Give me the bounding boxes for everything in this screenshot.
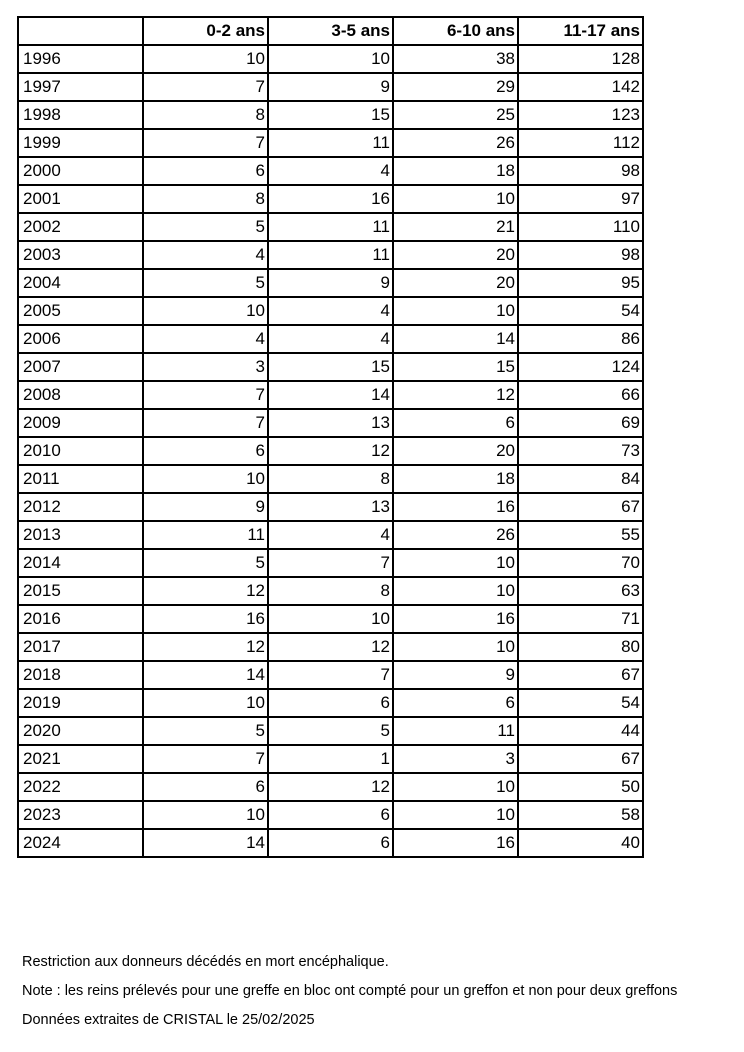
year-cell: 2012 — [18, 493, 143, 521]
value-cell: 6 — [143, 773, 268, 801]
value-cell: 69 — [518, 409, 643, 437]
year-cell: 2014 — [18, 549, 143, 577]
value-cell: 123 — [518, 101, 643, 129]
value-cell: 38 — [393, 45, 518, 73]
header-cell-11-17: 11-17 ans — [518, 17, 643, 45]
year-cell: 2006 — [18, 325, 143, 353]
year-cell: 2023 — [18, 801, 143, 829]
value-cell: 95 — [518, 269, 643, 297]
value-cell: 142 — [518, 73, 643, 101]
value-cell: 25 — [393, 101, 518, 129]
value-cell: 20 — [393, 269, 518, 297]
table-row — [18, 185, 643, 213]
value-cell: 4 — [143, 325, 268, 353]
value-cell: 20 — [393, 437, 518, 465]
value-cell: 12 — [268, 773, 393, 801]
year-cell: 1996 — [18, 45, 143, 73]
table-row — [18, 745, 643, 773]
value-cell: 16 — [268, 185, 393, 213]
value-cell: 6 — [268, 829, 393, 857]
value-cell: 11 — [143, 521, 268, 549]
year-cell: 2007 — [18, 353, 143, 381]
table-row — [18, 73, 643, 101]
table-row — [18, 241, 643, 269]
year-cell: 2019 — [18, 689, 143, 717]
value-cell: 9 — [393, 661, 518, 689]
value-cell: 9 — [268, 73, 393, 101]
value-cell: 71 — [518, 605, 643, 633]
value-cell: 7 — [143, 409, 268, 437]
value-cell: 6 — [268, 801, 393, 829]
table-row — [18, 493, 643, 521]
value-cell: 10 — [393, 549, 518, 577]
table-row — [18, 605, 643, 633]
table-row — [18, 801, 643, 829]
data-table — [17, 16, 644, 858]
value-cell: 12 — [268, 633, 393, 661]
value-cell: 10 — [393, 185, 518, 213]
value-cell: 4 — [268, 521, 393, 549]
table-row — [18, 773, 643, 801]
value-cell: 84 — [518, 465, 643, 493]
value-cell: 1 — [268, 745, 393, 773]
value-cell: 5 — [143, 549, 268, 577]
value-cell: 66 — [518, 381, 643, 409]
table-row — [18, 437, 643, 465]
year-cell: 2024 — [18, 829, 143, 857]
value-cell: 70 — [518, 549, 643, 577]
value-cell: 67 — [518, 745, 643, 773]
value-cell: 10 — [143, 465, 268, 493]
year-cell: 2021 — [18, 745, 143, 773]
table-row — [18, 829, 643, 857]
value-cell: 14 — [268, 381, 393, 409]
value-cell: 26 — [393, 129, 518, 157]
table-row — [18, 45, 643, 73]
value-cell: 63 — [518, 577, 643, 605]
value-cell: 14 — [143, 829, 268, 857]
table-row — [18, 465, 643, 493]
header-cell-empty — [18, 17, 143, 45]
year-cell: 2004 — [18, 269, 143, 297]
year-cell: 2002 — [18, 213, 143, 241]
value-cell: 18 — [393, 157, 518, 185]
header-cell-3-5: 3-5 ans — [268, 17, 393, 45]
value-cell: 86 — [518, 325, 643, 353]
value-cell: 16 — [393, 493, 518, 521]
year-cell: 2005 — [18, 297, 143, 325]
restriction-note: Restriction aux donneurs décédés en mort encéphalique. — [22, 954, 389, 970]
table-row — [18, 689, 643, 717]
value-cell: 55 — [518, 521, 643, 549]
value-cell: 54 — [518, 689, 643, 717]
year-cell: 2020 — [18, 717, 143, 745]
table-row — [18, 325, 643, 353]
value-cell: 12 — [268, 437, 393, 465]
value-cell: 18 — [393, 465, 518, 493]
value-cell: 6 — [393, 409, 518, 437]
value-cell: 80 — [518, 633, 643, 661]
value-cell: 12 — [143, 633, 268, 661]
table-row — [18, 661, 643, 689]
value-cell: 7 — [143, 73, 268, 101]
year-cell: 2009 — [18, 409, 143, 437]
value-cell: 58 — [518, 801, 643, 829]
value-cell: 6 — [143, 157, 268, 185]
value-cell: 128 — [518, 45, 643, 73]
value-cell: 10 — [393, 297, 518, 325]
value-cell: 14 — [393, 325, 518, 353]
value-cell: 3 — [393, 745, 518, 773]
year-cell: 2000 — [18, 157, 143, 185]
source-note: Données extraites de CRISTAL le 25/02/2025 — [22, 1012, 315, 1028]
year-cell: 2016 — [18, 605, 143, 633]
value-cell: 16 — [393, 829, 518, 857]
year-cell: 1998 — [18, 101, 143, 129]
value-cell: 20 — [393, 241, 518, 269]
year-cell: 2011 — [18, 465, 143, 493]
value-cell: 97 — [518, 185, 643, 213]
table-row — [18, 213, 643, 241]
bloc-note: Note : les reins prélevés pour une greffe en bloc ont compté pour un greffon et non pour deux greffons — [22, 983, 678, 999]
value-cell: 44 — [518, 717, 643, 745]
value-cell: 12 — [143, 577, 268, 605]
table-row — [18, 549, 643, 577]
value-cell: 7 — [143, 129, 268, 157]
value-cell: 8 — [268, 465, 393, 493]
table-row — [18, 409, 643, 437]
value-cell: 29 — [393, 73, 518, 101]
value-cell: 110 — [518, 213, 643, 241]
value-cell: 67 — [518, 493, 643, 521]
value-cell: 15 — [393, 353, 518, 381]
value-cell: 3 — [143, 353, 268, 381]
value-cell: 26 — [393, 521, 518, 549]
value-cell: 50 — [518, 773, 643, 801]
table-body — [18, 45, 643, 857]
year-cell: 1997 — [18, 73, 143, 101]
value-cell: 8 — [143, 101, 268, 129]
value-cell: 67 — [518, 661, 643, 689]
year-cell: 2003 — [18, 241, 143, 269]
value-cell: 7 — [268, 549, 393, 577]
table-header-row — [18, 17, 643, 45]
value-cell: 10 — [393, 577, 518, 605]
value-cell: 5 — [143, 717, 268, 745]
table-row — [18, 353, 643, 381]
year-cell: 2017 — [18, 633, 143, 661]
table-row — [18, 633, 643, 661]
value-cell: 10 — [143, 297, 268, 325]
value-cell: 16 — [143, 605, 268, 633]
value-cell: 7 — [268, 661, 393, 689]
header-cell-0-2: 0-2 ans — [143, 17, 268, 45]
value-cell: 12 — [393, 381, 518, 409]
value-cell: 4 — [268, 325, 393, 353]
value-cell: 73 — [518, 437, 643, 465]
table-row — [18, 101, 643, 129]
year-cell: 2001 — [18, 185, 143, 213]
value-cell: 11 — [393, 717, 518, 745]
value-cell: 4 — [143, 241, 268, 269]
value-cell: 7 — [143, 381, 268, 409]
value-cell: 8 — [268, 577, 393, 605]
value-cell: 10 — [393, 633, 518, 661]
value-cell: 10 — [143, 45, 268, 73]
footnotes — [22, 948, 677, 1035]
year-cell: 2013 — [18, 521, 143, 549]
year-cell: 2008 — [18, 381, 143, 409]
value-cell: 10 — [393, 773, 518, 801]
value-cell: 5 — [143, 269, 268, 297]
value-cell: 4 — [268, 297, 393, 325]
value-cell: 5 — [268, 717, 393, 745]
table-row — [18, 381, 643, 409]
value-cell: 10 — [268, 45, 393, 73]
value-cell: 6 — [268, 689, 393, 717]
value-cell: 9 — [268, 269, 393, 297]
table-row — [18, 521, 643, 549]
value-cell: 11 — [268, 213, 393, 241]
year-cell: 1999 — [18, 129, 143, 157]
value-cell: 11 — [268, 129, 393, 157]
table-row — [18, 577, 643, 605]
value-cell: 6 — [393, 689, 518, 717]
table-row — [18, 129, 643, 157]
value-cell: 4 — [268, 157, 393, 185]
value-cell: 10 — [143, 801, 268, 829]
header-cell-6-10: 6-10 ans — [393, 17, 518, 45]
value-cell: 54 — [518, 297, 643, 325]
value-cell: 14 — [143, 661, 268, 689]
value-cell: 40 — [518, 829, 643, 857]
value-cell: 10 — [393, 801, 518, 829]
value-cell: 10 — [143, 689, 268, 717]
table-row — [18, 157, 643, 185]
table-row — [18, 297, 643, 325]
value-cell: 124 — [518, 353, 643, 381]
year-cell: 2010 — [18, 437, 143, 465]
table-row — [18, 269, 643, 297]
value-cell: 5 — [143, 213, 268, 241]
value-cell: 16 — [393, 605, 518, 633]
value-cell: 10 — [268, 605, 393, 633]
year-cell: 2018 — [18, 661, 143, 689]
value-cell: 15 — [268, 101, 393, 129]
value-cell: 11 — [268, 241, 393, 269]
year-cell: 2015 — [18, 577, 143, 605]
value-cell: 112 — [518, 129, 643, 157]
year-cell: 2022 — [18, 773, 143, 801]
value-cell: 9 — [143, 493, 268, 521]
table-row — [18, 717, 643, 745]
value-cell: 98 — [518, 157, 643, 185]
value-cell: 13 — [268, 493, 393, 521]
value-cell: 6 — [143, 437, 268, 465]
value-cell: 7 — [143, 745, 268, 773]
value-cell: 13 — [268, 409, 393, 437]
value-cell: 21 — [393, 213, 518, 241]
value-cell: 15 — [268, 353, 393, 381]
value-cell: 98 — [518, 241, 643, 269]
value-cell: 8 — [143, 185, 268, 213]
